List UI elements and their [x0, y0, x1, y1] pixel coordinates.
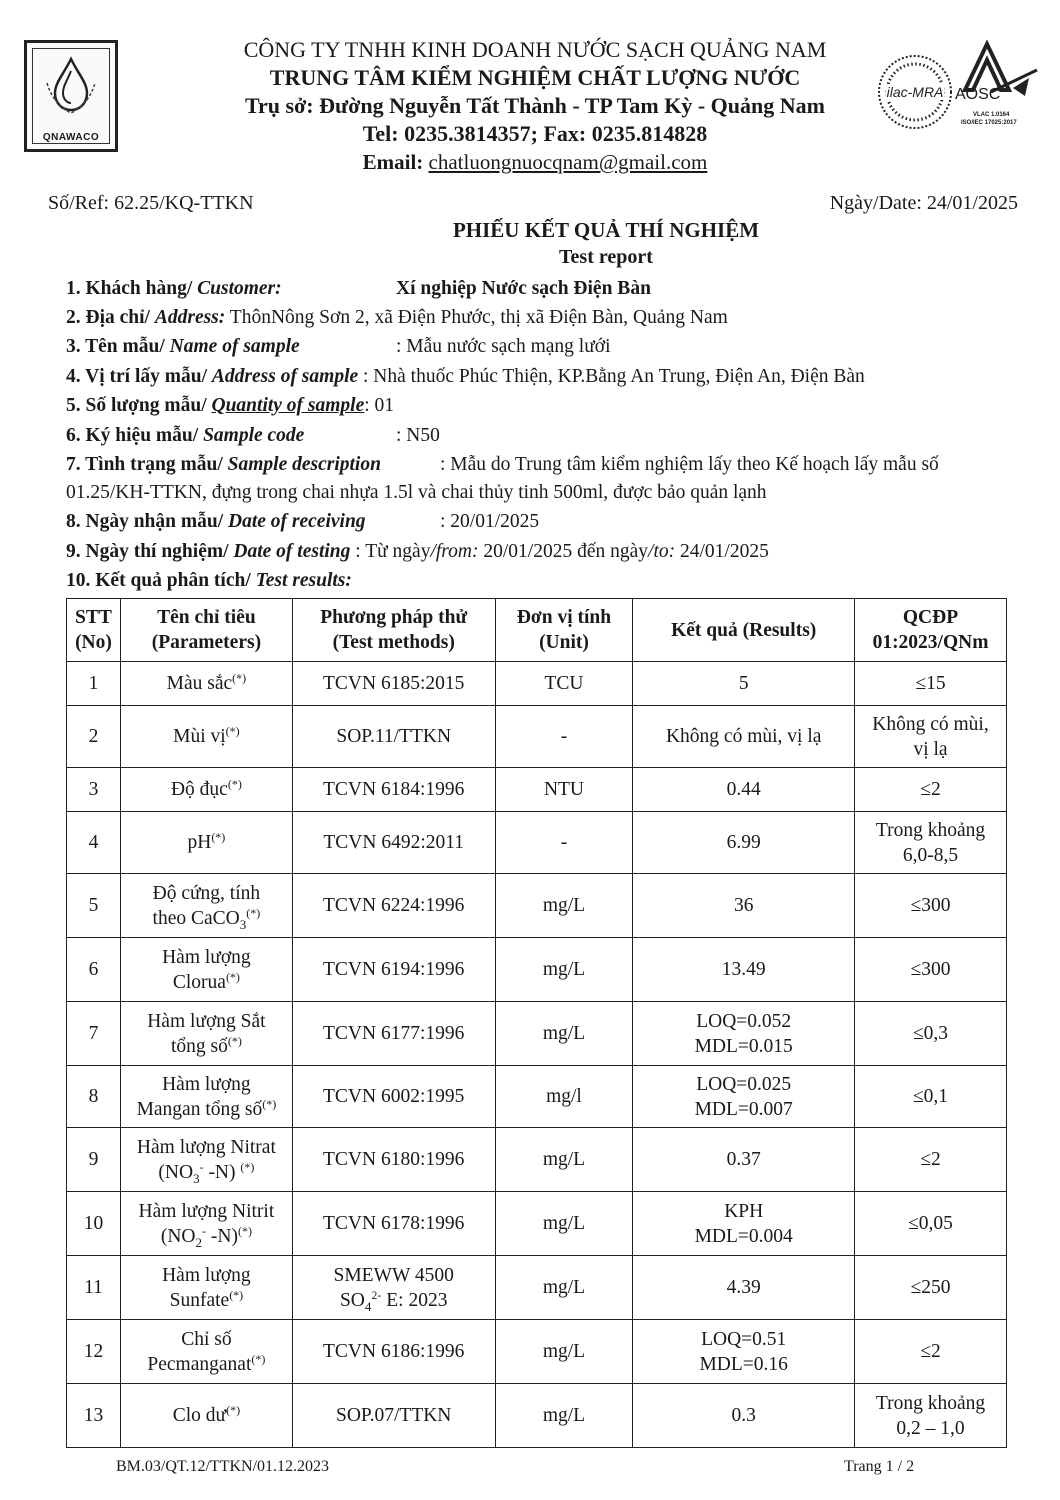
info-date-receiving — [66, 509, 540, 535]
standard-limit: Trong khoảng — [875, 819, 986, 841]
result-value: LOQ=0.025 — [696, 1073, 792, 1095]
email-label: Email: — [362, 150, 429, 174]
test-method: TCVN 6224:1996 — [323, 895, 465, 916]
parameter-name-line2: Mangan tổng số — [136, 1098, 263, 1120]
page-number: Trang 1 / 2 — [844, 1458, 915, 1475]
parameter-name-line2: Clorua — [172, 971, 226, 993]
table-row — [67, 938, 1007, 1002]
cell-method — [292, 1256, 495, 1320]
row-number: 2 — [88, 726, 99, 747]
location-label: 4. Vị trí lấy mẫu/ — [66, 366, 212, 387]
standard-limit: Không có mùi, — [872, 713, 989, 735]
cell-unit — [495, 1066, 633, 1128]
result-value: 5 — [738, 673, 749, 694]
row-number: 6 — [88, 959, 99, 980]
parameter-name: Độ đục — [170, 779, 228, 800]
test-method: TCVN 6178:1996 — [323, 1213, 465, 1234]
cell-standard — [855, 706, 1007, 768]
receiving-label: 8. Ngày nhận mẫu/ — [66, 511, 228, 532]
cell-standard — [855, 662, 1007, 706]
result-value: KPH — [724, 1200, 764, 1222]
ilac-text: ilac-MRA — [886, 84, 944, 100]
cell-unit — [495, 1128, 633, 1192]
test-method: SMEWW 4500 — [333, 1264, 454, 1286]
cell-no — [67, 1066, 121, 1128]
row-number: 12 — [83, 1341, 104, 1362]
cell-no — [67, 1320, 121, 1384]
cell-parameter — [120, 1320, 292, 1384]
table-row — [67, 662, 1007, 706]
cell-unit — [495, 1002, 633, 1066]
col-header-method — [292, 599, 495, 662]
cell-no — [67, 706, 121, 768]
parameter-name: Mùi vị — [173, 726, 226, 747]
info-sample-description-cont — [66, 480, 767, 506]
parameter-name-line2: Sunfate — [169, 1289, 230, 1311]
header-method-vn: Phương pháp thử — [320, 607, 468, 628]
col-header-standard — [855, 599, 1007, 662]
cell-standard — [855, 1128, 1007, 1192]
report-subtitle: Test report — [559, 246, 653, 268]
unit-value: NTU — [543, 779, 585, 800]
report-title: PHIẾU KẾT QUẢ THÍ NGHIỆM — [452, 218, 760, 242]
test-method: TCVN 6180:1996 — [323, 1149, 465, 1170]
parameter-name: Hàm lượng — [162, 1073, 251, 1095]
row-number: 3 — [88, 779, 99, 800]
cell-unit — [495, 662, 633, 706]
cell-parameter — [120, 874, 292, 938]
results-label: 10. Kết quả phân tích/ — [66, 570, 256, 591]
cell-unit — [495, 706, 633, 768]
cell-no — [67, 1128, 121, 1192]
cell-parameter — [120, 812, 292, 874]
description-label-en: Sample description — [227, 454, 381, 475]
cell-standard — [855, 812, 1007, 874]
sample-name-value: : Mẫu nước sạch mạng lưới — [396, 336, 611, 357]
unit-value: mg/L — [542, 1405, 586, 1426]
cell-standard — [855, 1192, 1007, 1256]
parameter-name-suffix: -N) — [203, 1161, 241, 1183]
table-row — [67, 1002, 1007, 1066]
test-method: SOP.07/TTKN — [336, 1405, 452, 1426]
test-method: TCVN 6177:1996 — [323, 1023, 465, 1044]
parameter-name: Hàm lượng Nitrit — [138, 1200, 275, 1222]
aosc-text: AOSC — [955, 86, 1001, 103]
unit-value: mg/L — [542, 1341, 586, 1362]
cell-method — [292, 1002, 495, 1066]
testing-label-en: Date of testing — [233, 541, 351, 562]
testing-label: 9. Ngày thí nghiệm/ — [66, 541, 234, 562]
formula-superscript: - — [202, 1223, 206, 1238]
result-value: 6.99 — [726, 832, 761, 853]
document-header — [0, 0, 1060, 180]
header-no-vn: STT — [75, 607, 112, 628]
description-value-line2: 01.25/KH-TTKN, đựng trong chai nhựa 1.5l và chai thủy tinh 500ml, được bảo quản lạnh — [66, 482, 767, 503]
unit-value: mg/L — [542, 1277, 586, 1298]
customer-label: 1. Khách hàng/ — [66, 278, 198, 299]
parameter-name-line2: Pecmanganat — [147, 1353, 252, 1375]
cell-parameter — [120, 1128, 292, 1192]
table-row — [67, 1320, 1007, 1384]
cell-standard — [855, 874, 1007, 938]
standard-limit: ≤300 — [910, 959, 951, 980]
row-number: 5 — [88, 895, 99, 916]
cell-no — [67, 768, 121, 812]
address-label: 2. Địa chỉ/ — [66, 307, 155, 328]
cell-no — [67, 874, 121, 938]
unit-value: mg/L — [542, 1213, 586, 1234]
test-method-suffix: E: 2023 — [381, 1289, 448, 1311]
cell-method — [292, 938, 495, 1002]
accredited-marker: (*) — [225, 969, 240, 984]
standard-limit: ≤15 — [915, 673, 946, 694]
cell-standard — [855, 1320, 1007, 1384]
parameter-name-line2: theo CaCO — [152, 907, 240, 929]
parameter-name: Hàm lượng — [162, 946, 251, 968]
customer-value: Xí nghiệp Nước sạch Điện Bàn — [396, 278, 651, 299]
standard-limit: ≤2 — [920, 1149, 941, 1170]
col-header-result — [633, 599, 855, 662]
cell-method — [292, 706, 495, 768]
customer-label-en: Customer: — [197, 278, 282, 299]
unit-value: mg/L — [542, 1149, 586, 1170]
cell-result — [633, 1256, 855, 1320]
cell-unit — [495, 1192, 633, 1256]
cell-parameter — [120, 1002, 292, 1066]
company-logo — [24, 40, 118, 152]
cell-result — [633, 1192, 855, 1256]
parameter-name: Hàm lượng — [162, 1264, 251, 1286]
standard-limit-line2: 6,0-8,5 — [902, 844, 959, 866]
standard-limit: Trong khoảng — [875, 1392, 986, 1414]
header-standard-2: 01:2023/QNm — [872, 632, 989, 653]
result-value-line2: MDL=0.007 — [694, 1098, 793, 1120]
cell-result — [633, 662, 855, 706]
result-value: 4.39 — [726, 1277, 761, 1298]
accredited-marker: (*) — [225, 724, 240, 738]
info-address — [66, 305, 728, 331]
cell-result — [633, 1066, 855, 1128]
logo-text: QNAWACO — [42, 132, 100, 143]
info-customer — [66, 276, 651, 302]
test-method: TCVN 6194:1996 — [323, 959, 465, 980]
accredited-marker: (*) — [246, 905, 261, 920]
standard-limit: ≤0,05 — [908, 1213, 953, 1234]
row-number: 8 — [88, 1086, 99, 1107]
result-value-line2: MDL=0.004 — [694, 1225, 793, 1247]
cell-standard — [855, 1256, 1007, 1320]
table-row — [67, 812, 1007, 874]
cell-parameter — [120, 706, 292, 768]
cell-unit — [495, 874, 633, 938]
cell-standard — [855, 1002, 1007, 1066]
receiving-value: : 20/01/2025 — [440, 511, 540, 532]
result-value: 0.44 — [726, 779, 761, 800]
info-date-testing — [66, 539, 769, 565]
cell-method — [292, 812, 495, 874]
parameter-name: Hàm lượng Nitrat — [136, 1136, 276, 1158]
cell-method — [292, 874, 495, 938]
parameter-name: Chỉ số — [181, 1328, 232, 1350]
cell-standard — [855, 1066, 1007, 1128]
parameter-name-line2: tổng số — [170, 1035, 228, 1057]
cell-standard — [855, 938, 1007, 1002]
cell-parameter — [120, 1256, 292, 1320]
vlac-text: VLAC 1.0164 — [973, 112, 1010, 118]
standard-limit: ≤2 — [920, 1341, 941, 1362]
result-value-line2: MDL=0.015 — [694, 1035, 793, 1057]
formula-subscript: 2 — [195, 1234, 202, 1250]
cell-parameter — [120, 1384, 292, 1448]
cell-unit — [495, 938, 633, 1002]
cell-unit — [495, 1256, 633, 1320]
parameter-name: Độ cứng, tính — [152, 882, 261, 904]
results-table-body — [67, 662, 1007, 1448]
standard-limit: ≤250 — [910, 1277, 951, 1298]
header-unit-en: (Unit) — [539, 632, 589, 653]
unit-value: mg/L — [542, 1023, 586, 1044]
center-name: TRUNG TÂM KIỂM NGHIỆM CHẤT LƯỢNG NƯỚC — [269, 65, 801, 90]
result-value: Không có mùi, vị lạ — [665, 726, 822, 747]
unit-value: mg/l — [546, 1086, 582, 1107]
formula-subscript: 3 — [193, 1170, 200, 1186]
testing-to-label: 20/01/2025 đến ngày — [478, 541, 649, 562]
company-address: Trụ sở: Đường Nguyễn Tất Thành - TP Tam Kỳ - Quảng Nam — [245, 93, 825, 118]
address-label-en: Address: — [154, 307, 226, 328]
parameter-name: Màu sắc — [166, 673, 233, 694]
test-method: TCVN 6184:1996 — [323, 779, 465, 800]
standard-limit-line2: 0,2 – 1,0 — [896, 1417, 965, 1439]
formula-subscript: 3 — [239, 916, 247, 932]
row-number: 7 — [88, 1023, 99, 1044]
cell-no — [67, 1384, 121, 1448]
quantity-label-en: Quantity of sample — [211, 395, 365, 416]
cell-method — [292, 1384, 495, 1448]
result-value: 0.3 — [731, 1405, 756, 1426]
water-drop-icon — [41, 53, 101, 119]
ilac-mra-logo — [872, 52, 958, 132]
testing-to-date: 24/01/2025 — [675, 541, 769, 562]
accredited-marker: (*) — [240, 1159, 255, 1174]
test-method: SOP.11/TTKN — [336, 726, 452, 747]
parameter-name-line2: (NO — [158, 1161, 194, 1183]
header-result: Kết quả (Results) — [671, 619, 817, 641]
unit-value: TCU — [544, 673, 584, 694]
location-value: : Nhà thuốc Phúc Thiện, KP.Bằng An Trung, Điện An, Điện Bàn — [358, 366, 865, 387]
col-header-parameter — [120, 599, 292, 662]
header-text-block — [140, 36, 930, 176]
formula-subscript: 4 — [364, 1298, 372, 1314]
cell-result — [633, 938, 855, 1002]
aosc-logo — [955, 40, 1041, 146]
col-header-no — [67, 599, 121, 662]
table-row — [67, 1128, 1007, 1192]
sample-name-label-en: Name of sample — [169, 336, 300, 357]
info-sample-description — [66, 452, 939, 478]
table-row — [67, 768, 1007, 812]
test-method-line2: SO — [339, 1289, 365, 1311]
cell-method — [292, 1128, 495, 1192]
standard-limit: ≤0,1 — [912, 1086, 949, 1107]
accredited-marker: (*) — [227, 777, 242, 791]
col-header-unit — [495, 599, 633, 662]
cell-parameter — [120, 1066, 292, 1128]
formula-superscript: - — [199, 1159, 204, 1174]
row-number: 13 — [83, 1405, 104, 1426]
cell-result — [633, 874, 855, 938]
form-code: BM.03/QT.12/TTKN/01.12.2023 — [116, 1458, 330, 1475]
unit-value: mg/L — [542, 959, 586, 980]
results-table — [66, 598, 1007, 1448]
cell-parameter — [120, 1192, 292, 1256]
location-label-en: Address of sample — [211, 366, 359, 387]
results-label-en: Test results: — [255, 570, 352, 591]
receiving-label-en: Date of receiving — [228, 511, 366, 532]
cell-parameter — [120, 768, 292, 812]
table-row — [67, 1192, 1007, 1256]
cell-method — [292, 1320, 495, 1384]
cell-result — [633, 1320, 855, 1384]
cell-unit — [495, 1320, 633, 1384]
cell-result — [633, 706, 855, 768]
header-no-en: (No) — [75, 632, 112, 653]
parameter-name: Hàm lượng Sắt — [147, 1010, 266, 1032]
formula-superscript: 2- — [371, 1287, 382, 1302]
accredited-marker: (*) — [227, 1033, 242, 1048]
cell-unit — [495, 1384, 633, 1448]
company-email-line — [140, 148, 930, 176]
row-number: 1 — [88, 673, 99, 694]
cell-no — [67, 1256, 121, 1320]
cell-no — [67, 1192, 121, 1256]
company-name: CÔNG TY TNHH KINH DOANH NƯỚC SẠCH QUẢNG NAM — [243, 37, 827, 62]
reference-number: Số/Ref: 62.25/KQ-TTKN — [48, 192, 254, 214]
row-number: 11 — [84, 1277, 103, 1298]
info-sample-code — [66, 423, 440, 449]
table-row — [67, 1066, 1007, 1128]
cell-no — [67, 938, 121, 1002]
cell-no — [67, 662, 121, 706]
header-unit-vn: Đơn vị tính — [516, 607, 612, 628]
table-row — [67, 706, 1007, 768]
result-value: 0.37 — [726, 1149, 761, 1170]
quantity-label: 5. Số lượng mẫu/ — [66, 395, 212, 416]
quantity-value: : 01 — [364, 395, 395, 416]
standard-limit: ≤0,3 — [912, 1023, 949, 1044]
info-sample-name — [66, 334, 611, 360]
table-row — [67, 1256, 1007, 1320]
sample-code-value: : N50 — [396, 425, 440, 446]
cell-method — [292, 1192, 495, 1256]
sample-code-label: 6. Ký hiệu mẫu/ — [66, 425, 204, 446]
cell-standard — [855, 1384, 1007, 1448]
header-standard-1: QCĐP — [902, 607, 959, 628]
info-sample-location — [66, 364, 865, 390]
cell-parameter — [120, 938, 292, 1002]
accredited-marker: (*) — [237, 1223, 252, 1238]
accredited-marker: (*) — [232, 671, 247, 685]
cell-method — [292, 1066, 495, 1128]
accredited-marker: (*) — [251, 1351, 266, 1366]
sample-code-label-en: Sample code — [203, 425, 305, 446]
table-header-row — [67, 599, 1007, 662]
parameter-name-line2: (NO — [160, 1225, 196, 1247]
cell-no — [67, 1002, 121, 1066]
cell-result — [633, 812, 855, 874]
description-value-line1: : Mẫu do Trung tâm kiểm nghiệm lấy theo Kế hoạch lấy mẫu số — [440, 454, 939, 475]
cell-unit — [495, 812, 633, 874]
standard-limit-line2: vị lạ — [913, 738, 948, 760]
test-method: TCVN 6185:2015 — [323, 673, 465, 694]
company-phone: Tel: 0235.3814357; Fax: 0235.814828 — [362, 121, 708, 146]
parameter-name-suffix: -N) — [206, 1225, 238, 1247]
unit-value: - — [560, 726, 568, 747]
testing-to-en: /to: — [648, 541, 676, 562]
result-value-line2: MDL=0.16 — [699, 1353, 788, 1375]
standard-limit: ≤2 — [920, 779, 941, 800]
report-date: Ngày/Date: 24/01/2025 — [829, 192, 1018, 214]
test-method: TCVN 6186:1996 — [323, 1341, 465, 1362]
cell-unit — [495, 768, 633, 812]
email-link[interactable]: chatluongnuocqnam@gmail.com — [428, 150, 708, 174]
cell-result — [633, 1384, 855, 1448]
accredited-marker: (*) — [226, 1403, 241, 1417]
description-label: 7. Tình trạng mẫu/ — [66, 454, 228, 475]
header-param-en: (Parameters) — [151, 632, 262, 653]
cell-standard — [855, 768, 1007, 812]
standard-limit: ≤300 — [910, 895, 951, 916]
parameter-name: Clo dư — [172, 1405, 227, 1426]
sample-name-label: 3. Tên mẫu/ — [66, 336, 170, 357]
result-value: 36 — [733, 895, 754, 916]
row-number: 9 — [88, 1149, 99, 1170]
result-value: 13.49 — [721, 959, 766, 980]
cell-parameter — [120, 662, 292, 706]
testing-from-label: : Từ ngày — [350, 541, 431, 562]
unit-value: mg/L — [542, 895, 586, 916]
row-number: 4 — [88, 832, 99, 853]
result-value: LOQ=0.052 — [696, 1010, 792, 1032]
test-method: TCVN 6492:2011 — [323, 832, 465, 853]
table-row — [67, 874, 1007, 938]
test-method: TCVN 6002:1995 — [323, 1086, 465, 1107]
accredited-marker: (*) — [211, 830, 226, 844]
accredited-marker: (*) — [229, 1287, 244, 1302]
unit-value: - — [560, 832, 568, 853]
parameter-name: pH — [187, 832, 212, 853]
testing-from-en: /from: — [430, 541, 479, 562]
cell-result — [633, 1128, 855, 1192]
result-value: LOQ=0.51 — [701, 1328, 787, 1350]
accredited-marker: (*) — [262, 1096, 277, 1111]
row-number: 10 — [83, 1213, 104, 1234]
address-value: ThônNông Sơn 2, xã Điện Phước, thị xã Điện Bàn, Quảng Nam — [225, 307, 728, 328]
info-quantity — [66, 393, 394, 419]
cell-method — [292, 662, 495, 706]
cell-result — [633, 768, 855, 812]
header-param-vn: Tên chỉ tiêu — [157, 607, 256, 628]
table-row — [67, 1384, 1007, 1448]
header-method-en: (Test methods) — [332, 632, 455, 653]
cell-method — [292, 768, 495, 812]
iso-text: ISO/IEC 17025:2017 — [961, 120, 1017, 126]
cell-no — [67, 812, 121, 874]
info-test-results-label — [66, 568, 352, 594]
cell-result — [633, 1002, 855, 1066]
